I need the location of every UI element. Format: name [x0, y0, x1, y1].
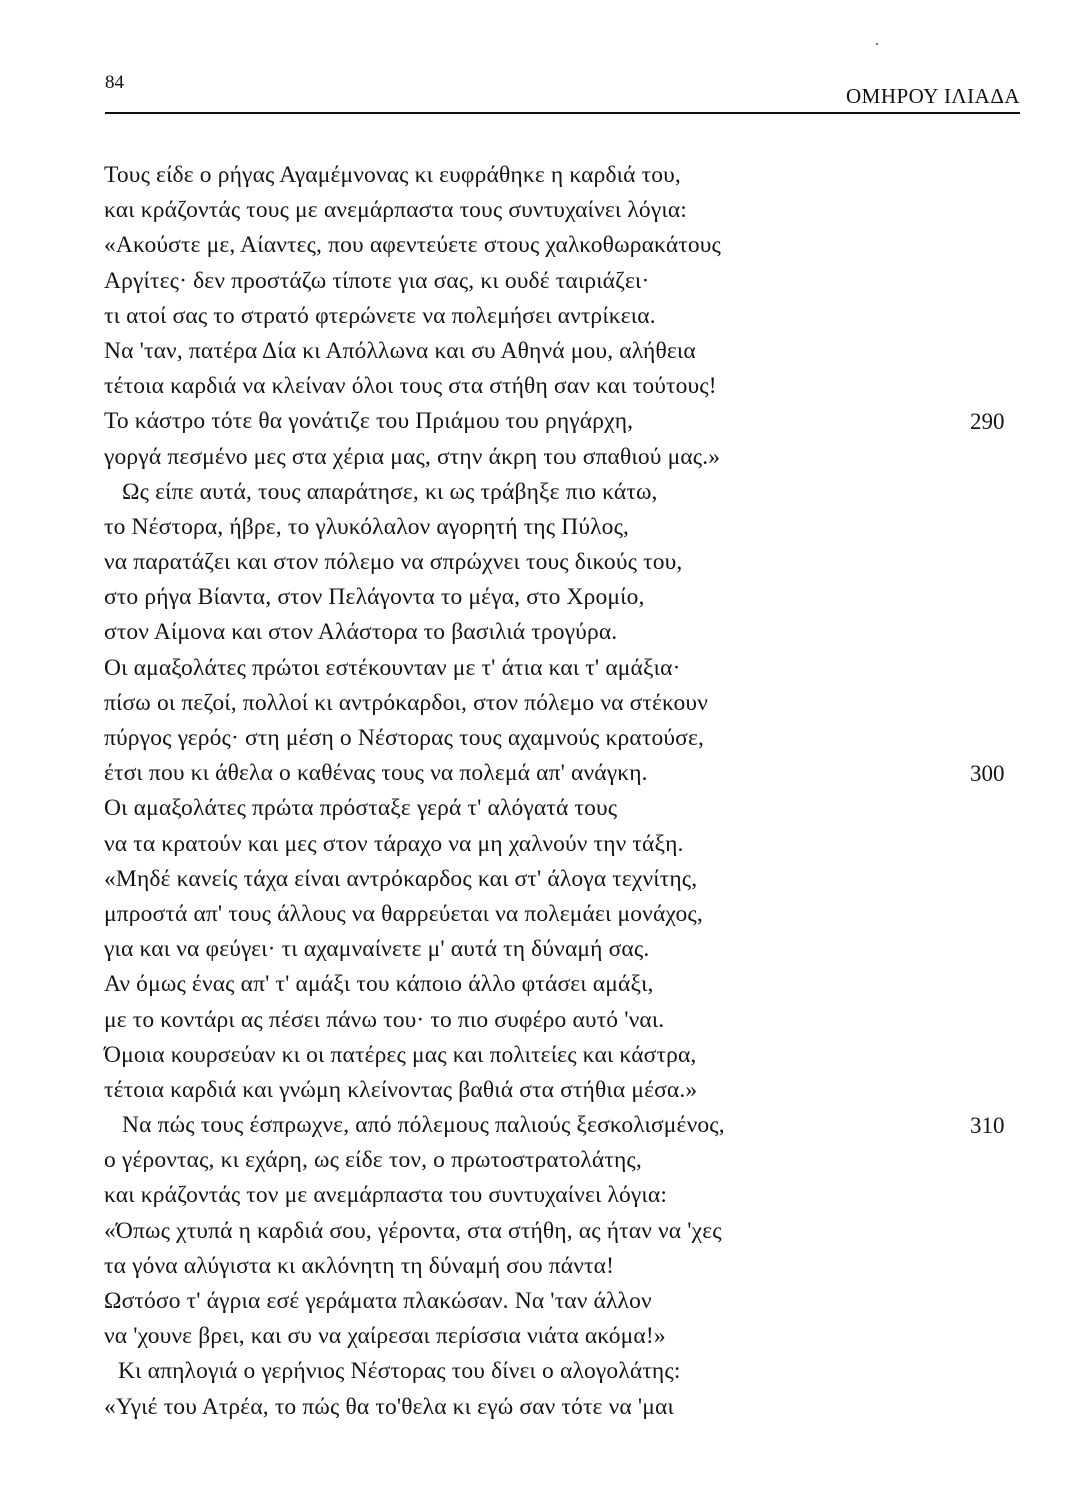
verse-line: [0, 264, 1086, 299]
print-speck: [876, 43, 878, 45]
verse-text: Οι αμαξολάτες πρώτα πρόσταξε γερά τ' αλόγατά τους: [104, 795, 618, 822]
verse-text: Να πώς τους έσπρωχνε, από πόλεμους παλιούς ξεσκολισμένος,: [122, 1112, 725, 1139]
verse-line: [0, 440, 1086, 475]
verse-text: Οι αμαξολάτες πρώτοι εστέκουνταν με τ' άτια και τ' αμάξια·: [104, 654, 681, 681]
verse-text: να παρατάζει και στον πόλεμο να σπρώχνει τους δικούς του,: [104, 549, 683, 576]
verse-line: [0, 193, 1086, 228]
verse-line: [0, 967, 1086, 1002]
verse-line: [0, 756, 1086, 791]
verse-text: και κράζοντάς τον με ανεμάρπαστα του συντυχαίνει λόγια:: [104, 1182, 668, 1209]
verse-line: [0, 721, 1086, 756]
verse-text: «Υγιέ του Ατρέα, το πώς θα το'θελα κι εγώ σαν τότε να 'μαι: [104, 1393, 674, 1420]
verse-text: να τα κρατούν και μες στον τάραχο να μη χαλνούν την τάξη.: [104, 830, 684, 857]
verse-line: [0, 299, 1086, 334]
verse-line: [0, 334, 1086, 369]
verse-line: [0, 1073, 1086, 1108]
verse-line: [0, 1178, 1086, 1213]
verse-text: το Νέστορα, ήβρε, το γλυκόλαλον αγορητή της Πύλος,: [104, 513, 630, 540]
verse-line: [0, 475, 1086, 510]
verse-text: «Μηδέ κανείς τάχα είναι αντρόκαρδος και στ' άλογα τεχνίτης,: [104, 865, 698, 892]
verse-line: [0, 651, 1086, 686]
verse-line: [0, 615, 1086, 650]
verse-text: Το κάστρο τότε θα γονάτιζε του Πριάμου του ρηγάρχη,: [104, 408, 634, 435]
verse-text: Τους είδε ο ρήγας Αγαμέμνονας κι ευφράθηκε η καρδιά του,: [104, 162, 681, 188]
verse-text: Αργίτες· δεν προστάζω τίποτε για σας, κι ουδέ ταιριάζει·: [104, 267, 650, 294]
verse-line: [0, 1038, 1086, 1073]
verse-line: [0, 580, 1086, 615]
verse-line: [0, 791, 1086, 826]
verse-text: να 'χουνε βρει, και συ να χαίρεσαι περίσσια νιάτα ακόμα!»: [104, 1323, 666, 1350]
verse-text: «Όπως χτυπά η καρδιά σου, γέροντα, στα στήθη, ας ήταν να 'χες: [104, 1217, 722, 1244]
header-rule: [105, 112, 1020, 114]
verse-block: [0, 158, 1086, 1425]
verse-text: Ως είπε αυτά, τους απαράτησε, κι ως τράβηξε πιο κάτω,: [122, 478, 658, 505]
verse-text: πύργος γερός· στη μέση ο Νέστορας τους αχαμνούς κρατούσε,: [104, 725, 705, 751]
verse-line: [0, 827, 1086, 862]
verse-text: τέτοια καρδιά να κλείναν όλοι τους στα στήθη σαν και τούτους!: [104, 373, 717, 400]
verse-text: ο γέροντας, κι εχάρη, ως είδε τον, ο πρωτοστρατολάτης,: [104, 1147, 642, 1174]
verse-line: [0, 686, 1086, 721]
verse-line: [0, 932, 1086, 967]
verse-line: [0, 1249, 1086, 1284]
verse-text: τα γόνα αλύγιστα κι ακλόνητη τη δύναμή σου πάντα!: [104, 1252, 615, 1279]
verse-text: στον Αίμονα και στον Αλάστορα το βασιλιά τρογύρα.: [104, 619, 618, 646]
verse-line: [0, 1354, 1086, 1389]
verse-text: Όμοια κουρσεύαν κι οι πατέρες μας και πολιτείες και κάστρα,: [104, 1041, 697, 1068]
verse-text: τέτοια καρδιά και γνώμη κλείνοντας βαθιά στα στήθια μέσα.»: [104, 1076, 698, 1103]
verse-line: [0, 510, 1086, 545]
verse-line: [0, 862, 1086, 897]
verse-line: [0, 404, 1086, 439]
verse-text: πίσω οι πεζοί, πολλοί κι αντρόκαρδοι, στον πόλεμο να στέκουν: [104, 689, 708, 716]
verse-text: Αν όμως ένας απ' τ' αμάξι του κάποιο άλλο φτάσει αμάξι,: [104, 971, 654, 998]
verse-text: για και να φεύγει· τι αχαμναίνετε μ' αυτά τη δύναμή σας.: [104, 936, 650, 963]
line-number: 310: [970, 1113, 1005, 1139]
verse-line: [0, 897, 1086, 932]
verse-text: τι ατοί σας το στρατό φτερώνετε να πολεμήσει αντρίκεια.: [104, 302, 656, 329]
line-number: 290: [970, 409, 1005, 435]
verse-text: με το κοντάρι ας πέσει πάνω του· το πιο συφέρο αυτό 'ναι.: [104, 1006, 665, 1033]
verse-text: μπροστά απ' τους άλλους να θαρρεύεται να πολεμάει μονάχος,: [104, 900, 703, 927]
verse-text: και κράζοντάς τους με ανεμάρπαστα τους συντυχαίνει λόγια:: [104, 197, 687, 224]
verse-line: [0, 1108, 1086, 1143]
verse-line: [0, 1319, 1086, 1354]
page-number: 84: [105, 72, 124, 93]
line-number: 300: [970, 761, 1005, 787]
verse-line: [0, 545, 1086, 580]
verse-line: [0, 369, 1086, 404]
verse-text: Να 'ταν, πατέρα Δία κι Απόλλωνα και συ Αθηνά μου, αλήθεια: [104, 337, 696, 364]
verse-line: [0, 228, 1086, 263]
verse-text: Κι απηλογιά ο γερήνιος Νέστορας του δίνει ο αλογολάτης:: [118, 1358, 681, 1385]
verse-line: [0, 1143, 1086, 1178]
verse-text: Ωστόσο τ' άγρια εσέ γεράματα πλακώσαν. Να 'ταν άλλον: [104, 1288, 652, 1314]
verse-line: [0, 1214, 1086, 1249]
verse-text: στο ρήγα Βίαντα, στον Πελάγοντα το μέγα, στο Χρομίο,: [104, 584, 645, 611]
page-header: [105, 72, 1020, 114]
running-title: ΟΜΗΡΟΥ ΙΛΙΑΔΑ: [846, 84, 1020, 108]
verse-line: [0, 1284, 1086, 1319]
verse-line: [0, 1390, 1086, 1425]
verse-text: έτσι που κι άθελα ο καθένας τους να πολεμά απ' ανάγκη.: [104, 760, 648, 787]
verse-line: [0, 1003, 1086, 1038]
verse-text: γοργά πεσμένο μες στα χέρια μας, στην άκρη του σπαθιού μας.»: [104, 443, 721, 470]
verse-text: «Ακούστε με, Αίαντες, που αφεντεύετε στους χαλκοθωρακάτους: [104, 232, 722, 259]
verse-line: [0, 158, 1086, 193]
